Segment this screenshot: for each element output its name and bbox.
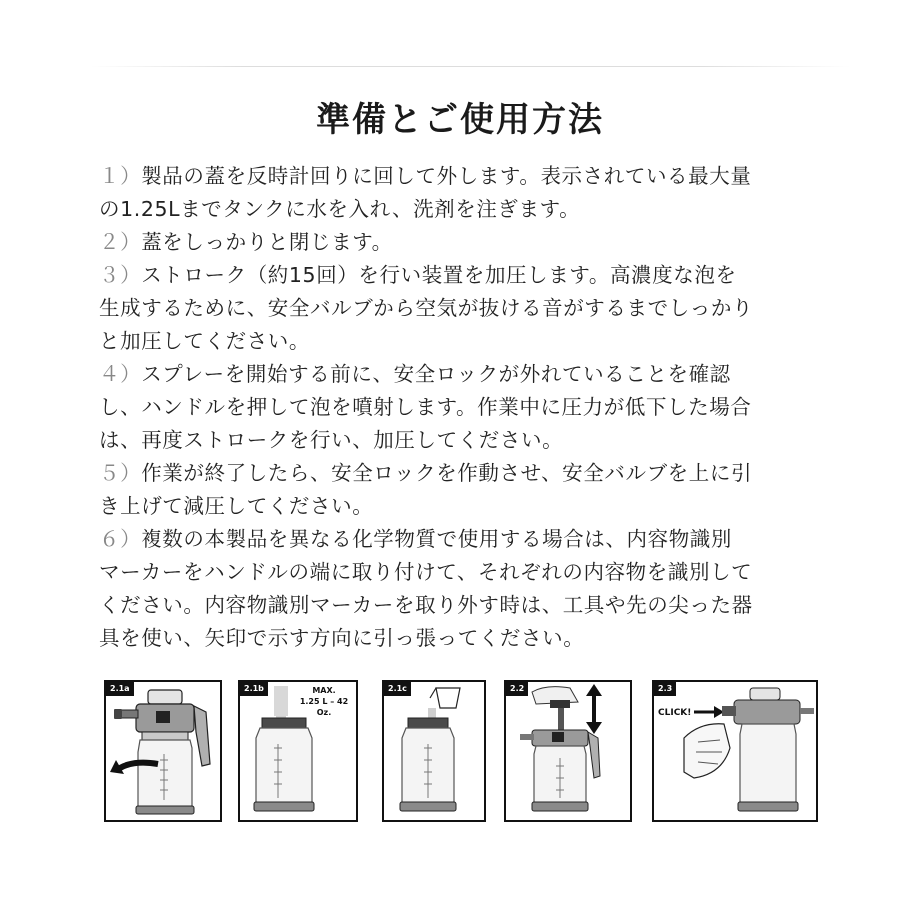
step-tag: 2.3 bbox=[654, 682, 676, 696]
instruction-line bbox=[99, 358, 819, 391]
instruction-line bbox=[99, 424, 819, 457]
instruction-text: と加圧してください。 bbox=[99, 329, 310, 353]
instruction-text: 製品の蓋を反時計回りに回して外します。表示されている最大量 bbox=[141, 164, 752, 188]
instruction-text: 具を使い、矢印で示す方向に引っ張ってください。 bbox=[99, 626, 585, 650]
step-number: ５） bbox=[99, 461, 142, 485]
click-label: CLICK! bbox=[658, 708, 692, 718]
instruction-text: の1.25Lまでタンクに水を入れ、洗剤を注ぎます。 bbox=[99, 197, 581, 221]
page-title: 準備とご使用方法 bbox=[316, 100, 604, 140]
instruction-line bbox=[99, 523, 819, 556]
instruction-line bbox=[99, 325, 819, 358]
instruction-line bbox=[99, 490, 819, 523]
step-number: ４） bbox=[99, 362, 142, 386]
instruction-text: マーカーをハンドルの端に取り付けて、それぞれの内容物を識別して bbox=[99, 560, 753, 584]
instruction-line bbox=[99, 556, 819, 589]
instruction-text: は、再度ストロークを行い、加圧してください。 bbox=[99, 428, 564, 452]
instruction-line bbox=[99, 259, 819, 292]
instruction-text: 作業が終了したら、安全ロックを作動させ、安全バルブを上に引 bbox=[141, 461, 753, 485]
step-number: ６） bbox=[99, 527, 142, 551]
max-line-1: MAX. bbox=[312, 686, 336, 695]
step-tag: 2.1a bbox=[106, 682, 134, 696]
instruction-text: 蓋をしっかりと閉じます。 bbox=[141, 230, 393, 254]
pump-illustration bbox=[506, 682, 632, 822]
step-tag: 2.1c bbox=[384, 682, 411, 696]
instruction-list bbox=[99, 160, 819, 655]
panel-2-1c bbox=[382, 680, 486, 822]
instruction-line bbox=[99, 160, 819, 193]
panel-2-1a bbox=[104, 680, 222, 822]
instruction-line bbox=[99, 589, 819, 622]
illustration-strip bbox=[104, 680, 820, 826]
instruction-text: し、ハンドルを押して泡を噴射します。作業中に圧力が低下した場合 bbox=[99, 395, 752, 419]
instruction-text: 生成するために、安全バルブから空気が抜ける音がするまでしっかり bbox=[99, 296, 754, 320]
instruction-line bbox=[99, 292, 819, 325]
instruction-text: スプレーを開始する前に、安全ロックが外れていることを確認 bbox=[141, 362, 731, 386]
instruction-line bbox=[99, 457, 819, 490]
max-capacity-label bbox=[292, 685, 356, 718]
instruction-line bbox=[99, 391, 819, 424]
step-number: ３） bbox=[99, 263, 142, 287]
instruction-text: ストローク（約15回）を行い装置を加圧します。高濃度な泡を bbox=[141, 263, 737, 287]
step-tag: 2.2 bbox=[506, 682, 528, 696]
step-number: ２） bbox=[99, 230, 142, 254]
top-divider bbox=[90, 66, 850, 67]
instruction-line bbox=[99, 226, 819, 259]
instruction-line bbox=[99, 193, 819, 226]
instruction-text: 複数の本製品を異なる化学物質で使用する場合は、内容物識別 bbox=[141, 527, 733, 551]
max-line-2: 1.25 L – 42 Oz. bbox=[299, 697, 349, 717]
instruction-text: ください。内容物識別マーカーを取り外す時は、工具や先の尖った器 bbox=[99, 593, 753, 617]
panel-2-3 bbox=[652, 680, 818, 822]
detergent-illustration bbox=[384, 682, 486, 822]
step-number: １） bbox=[99, 164, 142, 188]
sprayer-illustration bbox=[106, 682, 222, 822]
panel-2-2 bbox=[504, 680, 632, 822]
instruction-line bbox=[99, 622, 819, 655]
instruction-text: き上げて減圧してください。 bbox=[99, 494, 374, 518]
step-tag: 2.1b bbox=[240, 682, 268, 696]
safety-lock-illustration bbox=[654, 682, 818, 822]
panel-2-1b bbox=[238, 680, 358, 822]
